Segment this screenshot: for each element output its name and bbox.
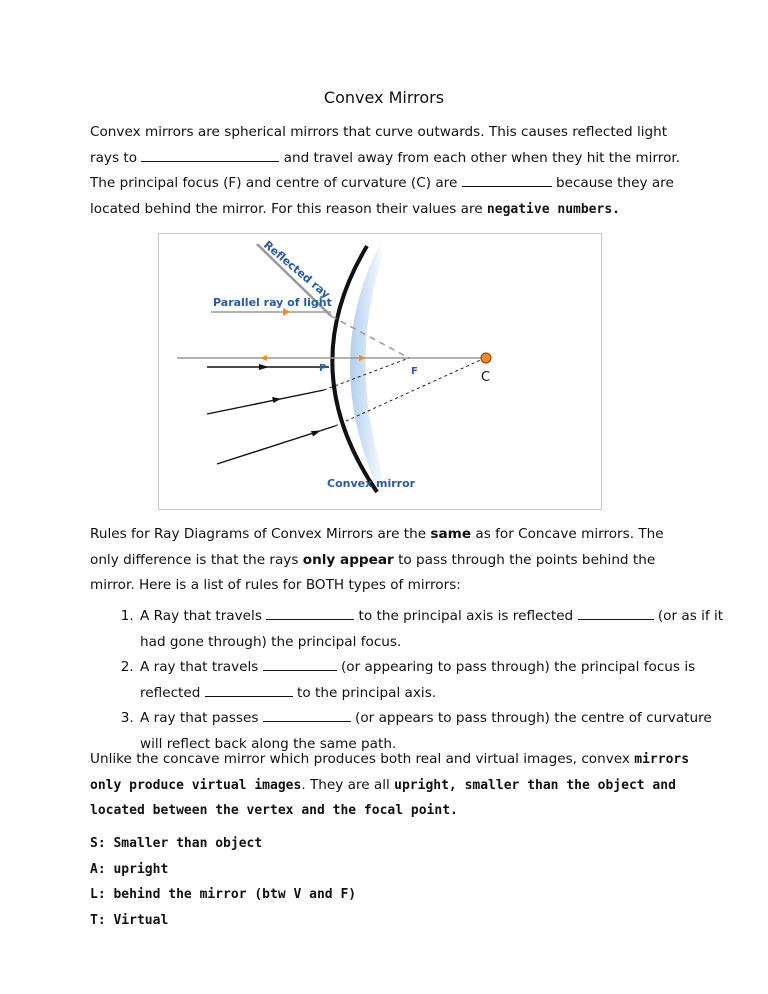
arrow-marker (260, 355, 267, 361)
salt-type: T: Virtual (90, 912, 169, 928)
rule-text: A Ray that travels (140, 608, 267, 624)
ray-arrowhead (311, 431, 321, 437)
blank-line[interactable] (266, 605, 354, 620)
intro-text-3: because they are located behind the mirror. For this reason their values are (90, 175, 674, 217)
intro-text-1: Convex mirrors are spherical mirrors that curve outwards. This causes reflected light rays to (90, 124, 668, 166)
rules-list (90, 604, 738, 757)
salt-size: S: Smaller than object (90, 836, 263, 851)
center-of-curvature-point (481, 353, 491, 363)
rule-text: to the principal axis is reflected (354, 608, 578, 624)
images-text-1: Unlike the concave mirror which produces both real and virtual images, convex (90, 751, 635, 767)
ray-arrowhead (272, 397, 281, 403)
only-appear-text: only appear (302, 551, 394, 568)
rules-intro-paragraph (90, 522, 690, 599)
virtual-images-text: mirrors only produce virtual images (90, 752, 690, 793)
label-p: P (319, 363, 327, 374)
salt-summary (90, 831, 356, 933)
image-properties-text: upright, smaller than the object and located between the vertex and the focal point. (90, 777, 676, 818)
black-ray-2 (207, 390, 324, 414)
mirror-label: Convex mirror (327, 477, 416, 490)
rule-text: (or appears to pass through) the centre of curvature will reflect back along the same path. (140, 710, 712, 752)
rule-text: A ray that travels (140, 659, 263, 675)
blank-line[interactable] (141, 147, 279, 162)
salt-location: L: behind the mirror (btw V and F) (90, 887, 357, 902)
intro-paragraph (90, 120, 690, 222)
images-paragraph (90, 747, 690, 824)
parallel-ray-label: Parallel ray of light (213, 296, 332, 309)
rule-text: A ray that passes (140, 710, 263, 726)
same-text: same (430, 526, 472, 542)
diagram-svg (159, 234, 601, 509)
page-title: Convex Mirrors (323, 88, 445, 107)
blank-line[interactable] (205, 682, 293, 697)
dashed-line-to-f (324, 358, 409, 390)
intro-text-2: and travel away from each other when they hit the mirror. The principal focus (F) and centre of curvature (C) are (90, 149, 681, 191)
label-f: F (411, 366, 418, 377)
blank-line[interactable] (263, 707, 351, 722)
rule-text: to the principal axis. (292, 684, 437, 701)
blank-line[interactable] (462, 172, 552, 187)
ray-arrowhead (259, 364, 269, 370)
rules-intro-text-1: Rules for Ray Diagrams of Convex Mirrors are the (90, 526, 431, 542)
rules-intro-text-3: to pass through the points behind the mirror. Here is a list of rules for BOTH types of mirrors: (90, 551, 656, 593)
convex-mirror-diagram (158, 233, 602, 510)
blank-line[interactable] (263, 656, 337, 671)
negative-numbers-text: negative numbers. (486, 201, 620, 217)
salt-attitude: A: upright (90, 861, 169, 877)
blank-line[interactable] (578, 605, 654, 620)
reflected-ray-label: Reflected ray (261, 238, 333, 302)
reflected-ray-extension (331, 316, 409, 358)
arrow-marker (283, 308, 290, 316)
rules-intro-text-2: as for Concave mirrors. The only difference is that the rays (90, 526, 664, 568)
rule-text: (or as if it had gone through) the principal focus. (140, 608, 724, 650)
label-c: C (481, 370, 491, 385)
list-item (138, 655, 738, 706)
rule-text: (or appearing to pass through) the principal focus is reflected (140, 659, 696, 701)
list-item (138, 604, 738, 655)
images-text-2: . They are all (301, 776, 395, 793)
